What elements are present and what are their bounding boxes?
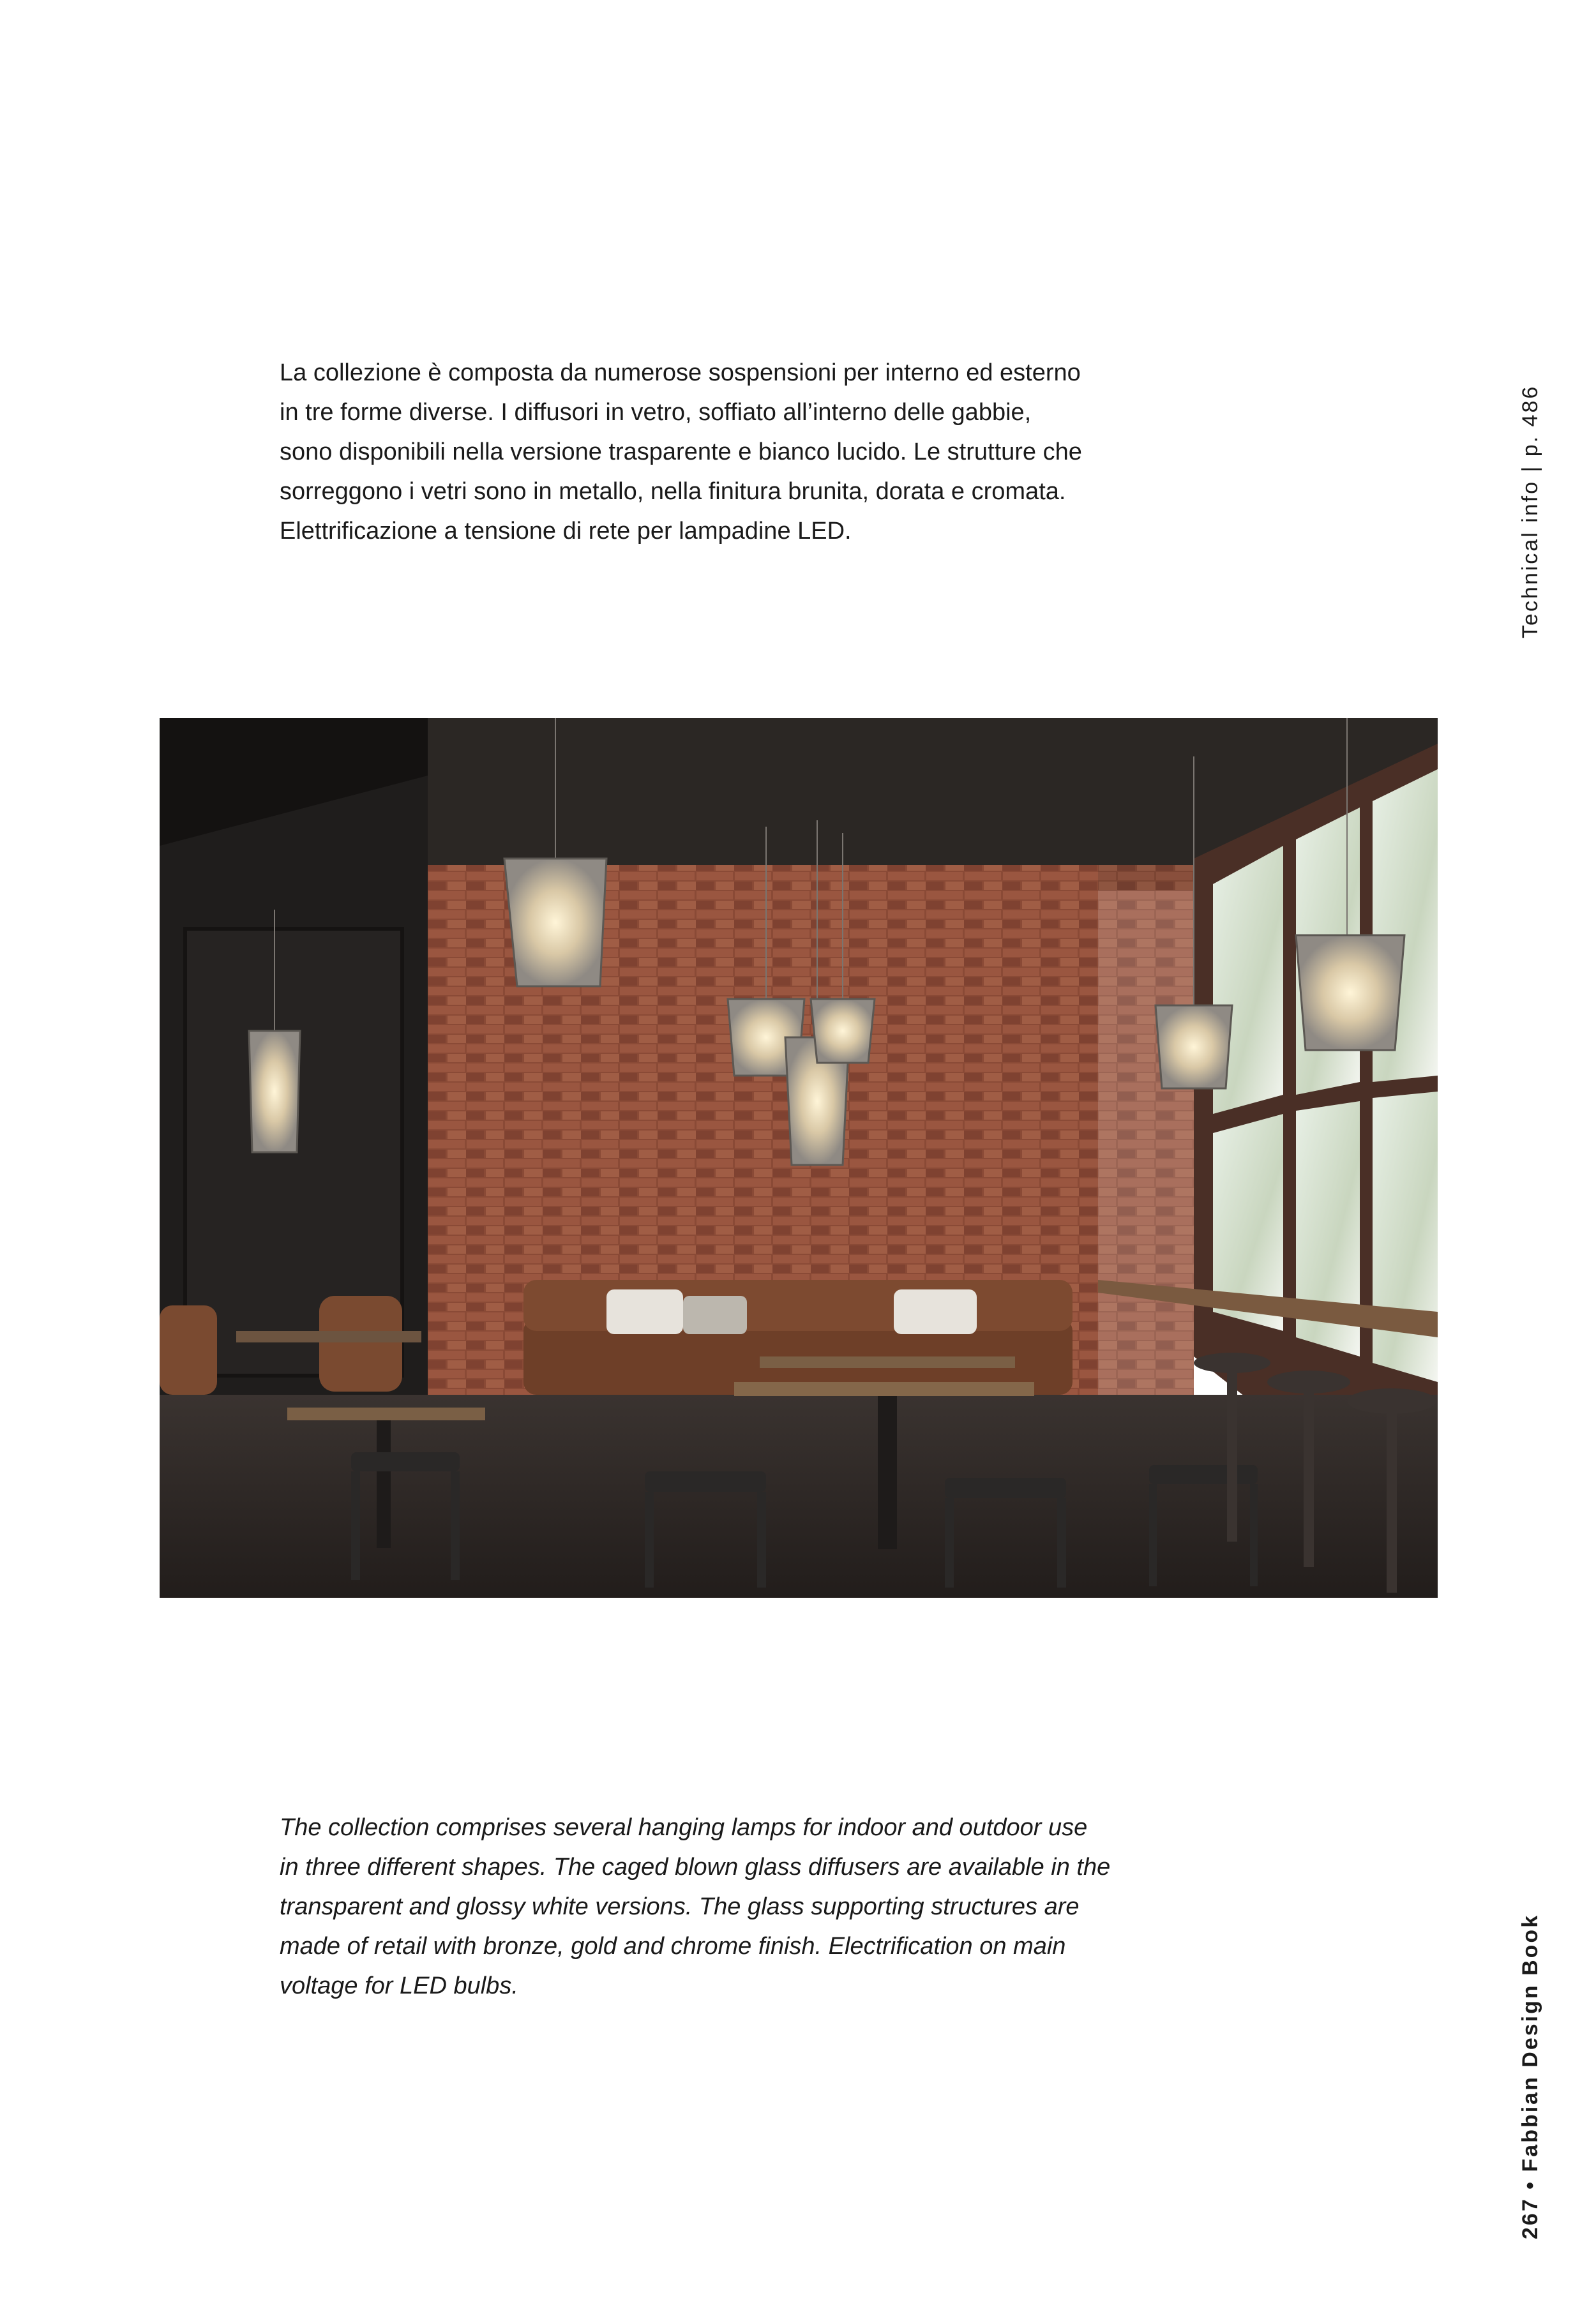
book-page-footer: 267 • Fabbian Design Book: [1518, 1913, 1542, 2239]
english-line: transparent and glossy white versions. The glass supporting structures are: [280, 1893, 1080, 1920]
italian-line: sono disponibili nella versione trasparente e bianco lucido. Le strutture che: [280, 439, 1082, 465]
english-line: in three different shapes. The caged blown glass diffusers are available in the: [280, 1854, 1111, 1881]
english-line: voltage for LED bulbs.: [280, 1972, 518, 1999]
italian-line: in tre forme diverse. I diffusori in vetro, soffiato all’interno delle gabbie,: [280, 399, 1032, 426]
technical-info-label: Technical info | p. 486: [1518, 384, 1542, 638]
cafe-interior-photo: [160, 718, 1438, 1598]
italian-line: La collezione è composta da numerose sospensioni per interno ed esterno: [280, 359, 1081, 386]
english-line: The collection comprises several hanging lamps for indoor and outdoor use: [280, 1814, 1088, 1841]
italian-line: sorreggono i vetri sono in metallo, nella finitura brunita, dorata e cromata.: [280, 478, 1066, 505]
english-line: made of retail with bronze, gold and chrome finish. Electrification on main: [280, 1933, 1066, 1960]
italian-description: [280, 353, 1205, 551]
italian-line: Elettrificazione a tensione di rete per lampadine LED.: [280, 518, 852, 545]
english-description: [280, 1808, 1205, 2006]
